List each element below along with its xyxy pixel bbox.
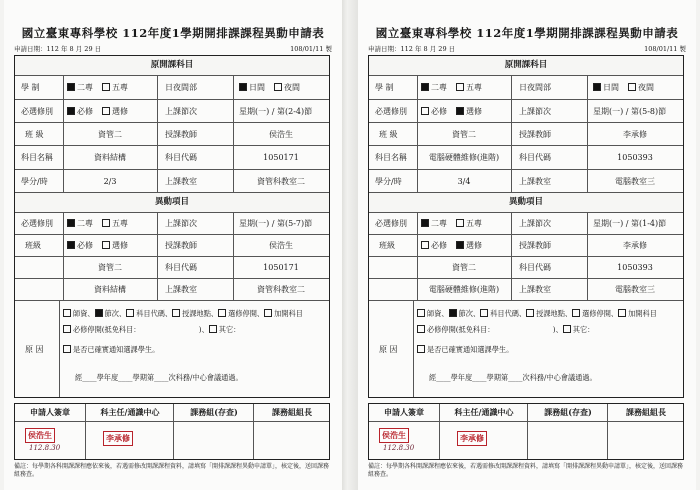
- form-title: 國立臺東專科學校 112年度1學期開排課課程異動申請表: [375, 26, 679, 40]
- signature-table: [368, 403, 684, 460]
- period-value: 星期(一) / 第(5-8)節: [593, 106, 667, 116]
- checkbox-required-cancelled[interactable]: [417, 325, 425, 333]
- checkbox-change-5yr[interactable]: [456, 219, 464, 227]
- label-change-room: 上課教室: [519, 285, 551, 294]
- page-fold: [340, 0, 358, 490]
- applicant-stamp: 侯浩生: [25, 428, 55, 443]
- checkbox-change-2yr[interactable]: [67, 219, 75, 227]
- subject-value: 資料結構: [94, 153, 126, 162]
- label-code: 科目代碼: [519, 153, 551, 162]
- change-subject-value: 電腦硬體維修(進階): [428, 285, 500, 294]
- director-header: 科主任/通識中心: [85, 404, 174, 421]
- checkbox-change-elective[interactable]: [456, 241, 464, 249]
- checkbox-reason-2[interactable]: [480, 309, 488, 317]
- checkbox-reason-5[interactable]: [264, 309, 272, 317]
- checkbox-change-required[interactable]: [421, 241, 429, 249]
- day-night-options[interactable]: 日間 夜間: [239, 76, 309, 99]
- label-day-night: 日夜間部: [519, 83, 551, 92]
- label-class: 班 級: [25, 129, 44, 139]
- meeting-approval: 經____學年度____學期第____次科務/中心會議通過。: [429, 373, 597, 382]
- applicant-signature-header: 申請人簽章: [384, 407, 424, 417]
- checkbox-2yr[interactable]: [67, 83, 75, 91]
- change-dept-value: 資管二: [452, 263, 476, 272]
- label-subject: 科目名稱: [375, 153, 407, 162]
- checkbox-2yr[interactable]: [421, 83, 429, 91]
- director-stamp: 李承修: [457, 431, 487, 446]
- course-affairs-chief-header: 課務組組長: [253, 404, 330, 421]
- course-change-table: [368, 55, 684, 398]
- row-subject: [15, 145, 329, 169]
- row-credits: [369, 169, 683, 192]
- signature-date: 112.8.30: [383, 444, 415, 452]
- row-system: [15, 75, 329, 99]
- row-change-subject: [15, 278, 329, 300]
- footnote: 備註：每學期各科開課課程應依來後，若遇需修改開課課程資料，請填寫「開排課課程異動申請單」，核定後，送回課務組務查。: [14, 463, 330, 478]
- label-teacher: 授課教師: [165, 129, 197, 139]
- checkbox-reason-3[interactable]: [526, 309, 534, 317]
- label-change-code: 科目代碼: [165, 263, 197, 272]
- director-stamp: 李承修: [103, 431, 133, 446]
- label-reason: 原 因: [25, 344, 44, 354]
- checkbox-reason-1[interactable]: [95, 309, 103, 317]
- checkbox-students-notified[interactable]: [63, 345, 71, 353]
- change-teacher-value: 侯浩生: [269, 241, 293, 250]
- teacher-value: 侯浩生: [269, 129, 293, 139]
- reason-line-3[interactable]: 是否已確實通知選課學生。: [63, 343, 325, 356]
- checkbox-students-notified[interactable]: [417, 345, 425, 353]
- class-value: 資管二: [452, 129, 476, 139]
- label-room: 上課教室: [165, 176, 197, 186]
- label-change-room: 上課教室: [165, 285, 197, 294]
- checkbox-required[interactable]: [67, 107, 75, 115]
- checkbox-reason-4[interactable]: [218, 309, 226, 317]
- label-change-teacher: 授課教師: [165, 241, 197, 250]
- change-dept-value: 資管二: [98, 263, 122, 272]
- teacher-value: 李承修: [623, 129, 647, 139]
- change-code-value: 1050171: [263, 263, 299, 272]
- reason-option-label: 選修停開: [582, 309, 611, 318]
- change-subject-value: 資料結構: [94, 285, 126, 294]
- row-required: [369, 99, 683, 122]
- form-sheet-left: [4, 0, 342, 490]
- label-reason: 原 因: [379, 344, 398, 354]
- label-code: 科目代碼: [165, 153, 197, 162]
- label-required: 必選修別: [21, 106, 53, 116]
- change-code-value: 1050393: [617, 263, 653, 272]
- credits-value: 2/3: [103, 176, 117, 186]
- label-change-period: 上課節次: [165, 219, 197, 228]
- checkbox-night[interactable]: [628, 83, 636, 91]
- change-room-value: 電腦教室三: [615, 285, 655, 294]
- label-class: 班 級: [379, 129, 398, 139]
- reason-option-label: 師資: [73, 309, 88, 318]
- reason-line-2[interactable]: 必修停開(抵免科目： )、 其它：: [63, 323, 325, 336]
- change-class-options[interactable]: 必修 選修: [421, 235, 491, 256]
- checkbox-day[interactable]: [593, 83, 601, 91]
- checkbox-other[interactable]: [209, 325, 217, 333]
- row-class: [369, 122, 683, 145]
- label-credits: 學分/時: [375, 176, 402, 186]
- label-teacher: 授課教師: [519, 129, 551, 139]
- applicant-signature-header: 申請人簽章: [30, 407, 70, 417]
- label-change-required: 必選修別: [375, 219, 407, 228]
- reason-option-label: 選修停開: [228, 309, 257, 318]
- label-system: 學 制: [375, 83, 394, 92]
- row-subject: [369, 145, 683, 169]
- row-change-required: [15, 212, 329, 234]
- course-affairs-chief-header: 課務組組長: [607, 404, 684, 421]
- label-credits: 學分/時: [21, 176, 48, 186]
- reason-options[interactable]: 師資、 節次、 科目代碼、 授課地點、 選修停開、 加開科目: [63, 307, 325, 320]
- row-change-dept: [15, 256, 329, 278]
- original-course-header: 原開課科目: [15, 56, 329, 75]
- checkbox-reason-0[interactable]: [417, 309, 425, 317]
- reason-block: [15, 300, 329, 397]
- signature-table: [14, 403, 330, 460]
- class-value: 資管二: [98, 129, 122, 139]
- subject-value: 電腦硬體維修(進階): [428, 153, 500, 162]
- change-system-options[interactable]: 二專 五專: [67, 213, 137, 234]
- row-required: [15, 99, 329, 122]
- label-change-class: 班級: [25, 241, 41, 250]
- reason-option-label: 師資: [427, 309, 442, 318]
- label-room: 上課教室: [519, 176, 551, 186]
- form-title: 國立臺東專科學校 112年度1學期開排課課程異動申請表: [21, 26, 325, 40]
- footnote: 備註：每學期各科開課課程應依來後，若遇需修改開課課程資料，請填寫「開排課課程異動申請單」，核定後，送回課務組務查。: [368, 463, 684, 478]
- code-value: 1050393: [617, 153, 653, 162]
- checkbox-required[interactable]: [421, 107, 429, 115]
- checkbox-change-5yr[interactable]: [102, 219, 110, 227]
- label-day-night: 日夜間部: [165, 83, 197, 92]
- checkbox-5yr[interactable]: [456, 83, 464, 91]
- label-required: 必選修別: [375, 106, 407, 116]
- checkbox-reason-0[interactable]: [63, 309, 71, 317]
- reason-line-2[interactable]: 必修停開(抵免科目： )、 其它：: [417, 323, 679, 336]
- checkbox-reason-2[interactable]: [126, 309, 134, 317]
- application-date: 申請日期：112 年 8 月 29 日: [368, 45, 456, 53]
- reason-option-label: 加開科目: [628, 309, 657, 318]
- label-period: 上課節次: [519, 106, 551, 116]
- original-course-header: 原開課科目: [369, 56, 683, 75]
- checkbox-reason-5[interactable]: [618, 309, 626, 317]
- checkbox-elective[interactable]: [102, 107, 110, 115]
- signature-date: 112.8.30: [29, 444, 61, 452]
- label-system: 學 制: [21, 83, 40, 92]
- room-value: 資管科教室二: [257, 176, 305, 186]
- course-change-table: [14, 55, 330, 398]
- day-night-options[interactable]: 日間 夜間: [593, 76, 663, 99]
- applicant-stamp: 侯浩生: [379, 428, 409, 443]
- code-value: 1050171: [263, 153, 299, 162]
- course-affairs-file-header: 課務組(存查): [173, 404, 254, 421]
- application-date: 申請日期：112 年 8 月 29 日: [14, 45, 102, 53]
- checkbox-change-2yr[interactable]: [421, 219, 429, 227]
- meeting-approval: 經____學年度____學期第____次科務/中心會議通過。: [75, 373, 243, 382]
- label-change-class: 班級: [379, 241, 395, 250]
- reason-option-label: 節次: [104, 309, 119, 318]
- change-period-value: 星期(一) / 第(5-7)節: [239, 219, 313, 228]
- row-system: [369, 75, 683, 99]
- course-affairs-file-header: 課務組(存查): [527, 404, 608, 421]
- change-room-value: 資管科教室二: [257, 285, 305, 294]
- reason-option-label: 科目代碼: [136, 309, 165, 318]
- reason-line-3[interactable]: 是否已確實通知選課學生。: [417, 343, 679, 356]
- change-class-options[interactable]: 必修 選修: [67, 235, 137, 256]
- system-options[interactable]: 二專 五專: [67, 76, 137, 99]
- label-change-required: 必選修別: [21, 219, 53, 228]
- reason-options[interactable]: 師資、 節次、 科目代碼、 授課地點、 選修停開、 加開科目: [417, 307, 679, 320]
- checkbox-other[interactable]: [563, 325, 571, 333]
- change-items-header: 異動項目: [15, 192, 329, 212]
- row-change-class: [369, 234, 683, 256]
- reason-option-label: 授課地點: [182, 309, 211, 318]
- form-version: 108/01/11 製: [644, 45, 686, 53]
- director-header: 科主任/通識中心: [439, 404, 528, 421]
- period-value: 星期(一) / 第(2-4)節: [239, 106, 313, 116]
- form-version: 108/01/11 製: [290, 45, 332, 53]
- label-change-code: 科目代碼: [519, 263, 551, 272]
- row-change-required: [369, 212, 683, 234]
- checkbox-required-cancelled[interactable]: [63, 325, 71, 333]
- change-system-options[interactable]: 二專 五專: [421, 213, 491, 234]
- checkbox-reason-3[interactable]: [172, 309, 180, 317]
- credits-value: 3/4: [457, 176, 471, 186]
- reason-option-label: 授課地點: [536, 309, 565, 318]
- change-teacher-value: 李承修: [623, 241, 647, 250]
- checkbox-day[interactable]: [239, 83, 247, 91]
- row-class: [15, 122, 329, 145]
- reason-option-label: 科目代碼: [490, 309, 519, 318]
- row-change-class: [15, 234, 329, 256]
- checkbox-night[interactable]: [274, 83, 282, 91]
- checkbox-5yr[interactable]: [102, 83, 110, 91]
- checkbox-reason-1[interactable]: [449, 309, 457, 317]
- label-change-period: 上課節次: [519, 219, 551, 228]
- checkbox-reason-4[interactable]: [572, 309, 580, 317]
- room-value: 電腦教室三: [615, 176, 655, 186]
- change-items-header: 異動項目: [369, 192, 683, 212]
- reason-option-label: 節次: [458, 309, 473, 318]
- checkbox-change-required[interactable]: [67, 241, 75, 249]
- row-credits: [15, 169, 329, 192]
- label-change-teacher: 授課教師: [519, 241, 551, 250]
- checkbox-change-elective[interactable]: [102, 241, 110, 249]
- row-change-subject: [369, 278, 683, 300]
- reason-block: [369, 300, 683, 397]
- row-change-dept: [369, 256, 683, 278]
- system-options[interactable]: 二專 五專: [421, 76, 491, 99]
- checkbox-elective[interactable]: [456, 107, 464, 115]
- form-sheet-right: [358, 0, 696, 490]
- change-period-value: 星期(一) / 第(1-4)節: [593, 219, 667, 228]
- required-options[interactable]: 必修 選修: [421, 100, 491, 122]
- label-period: 上課節次: [165, 106, 197, 116]
- reason-option-label: 加開科目: [274, 309, 303, 318]
- required-options[interactable]: 必修 選修: [67, 100, 137, 122]
- label-subject: 科目名稱: [21, 153, 53, 162]
